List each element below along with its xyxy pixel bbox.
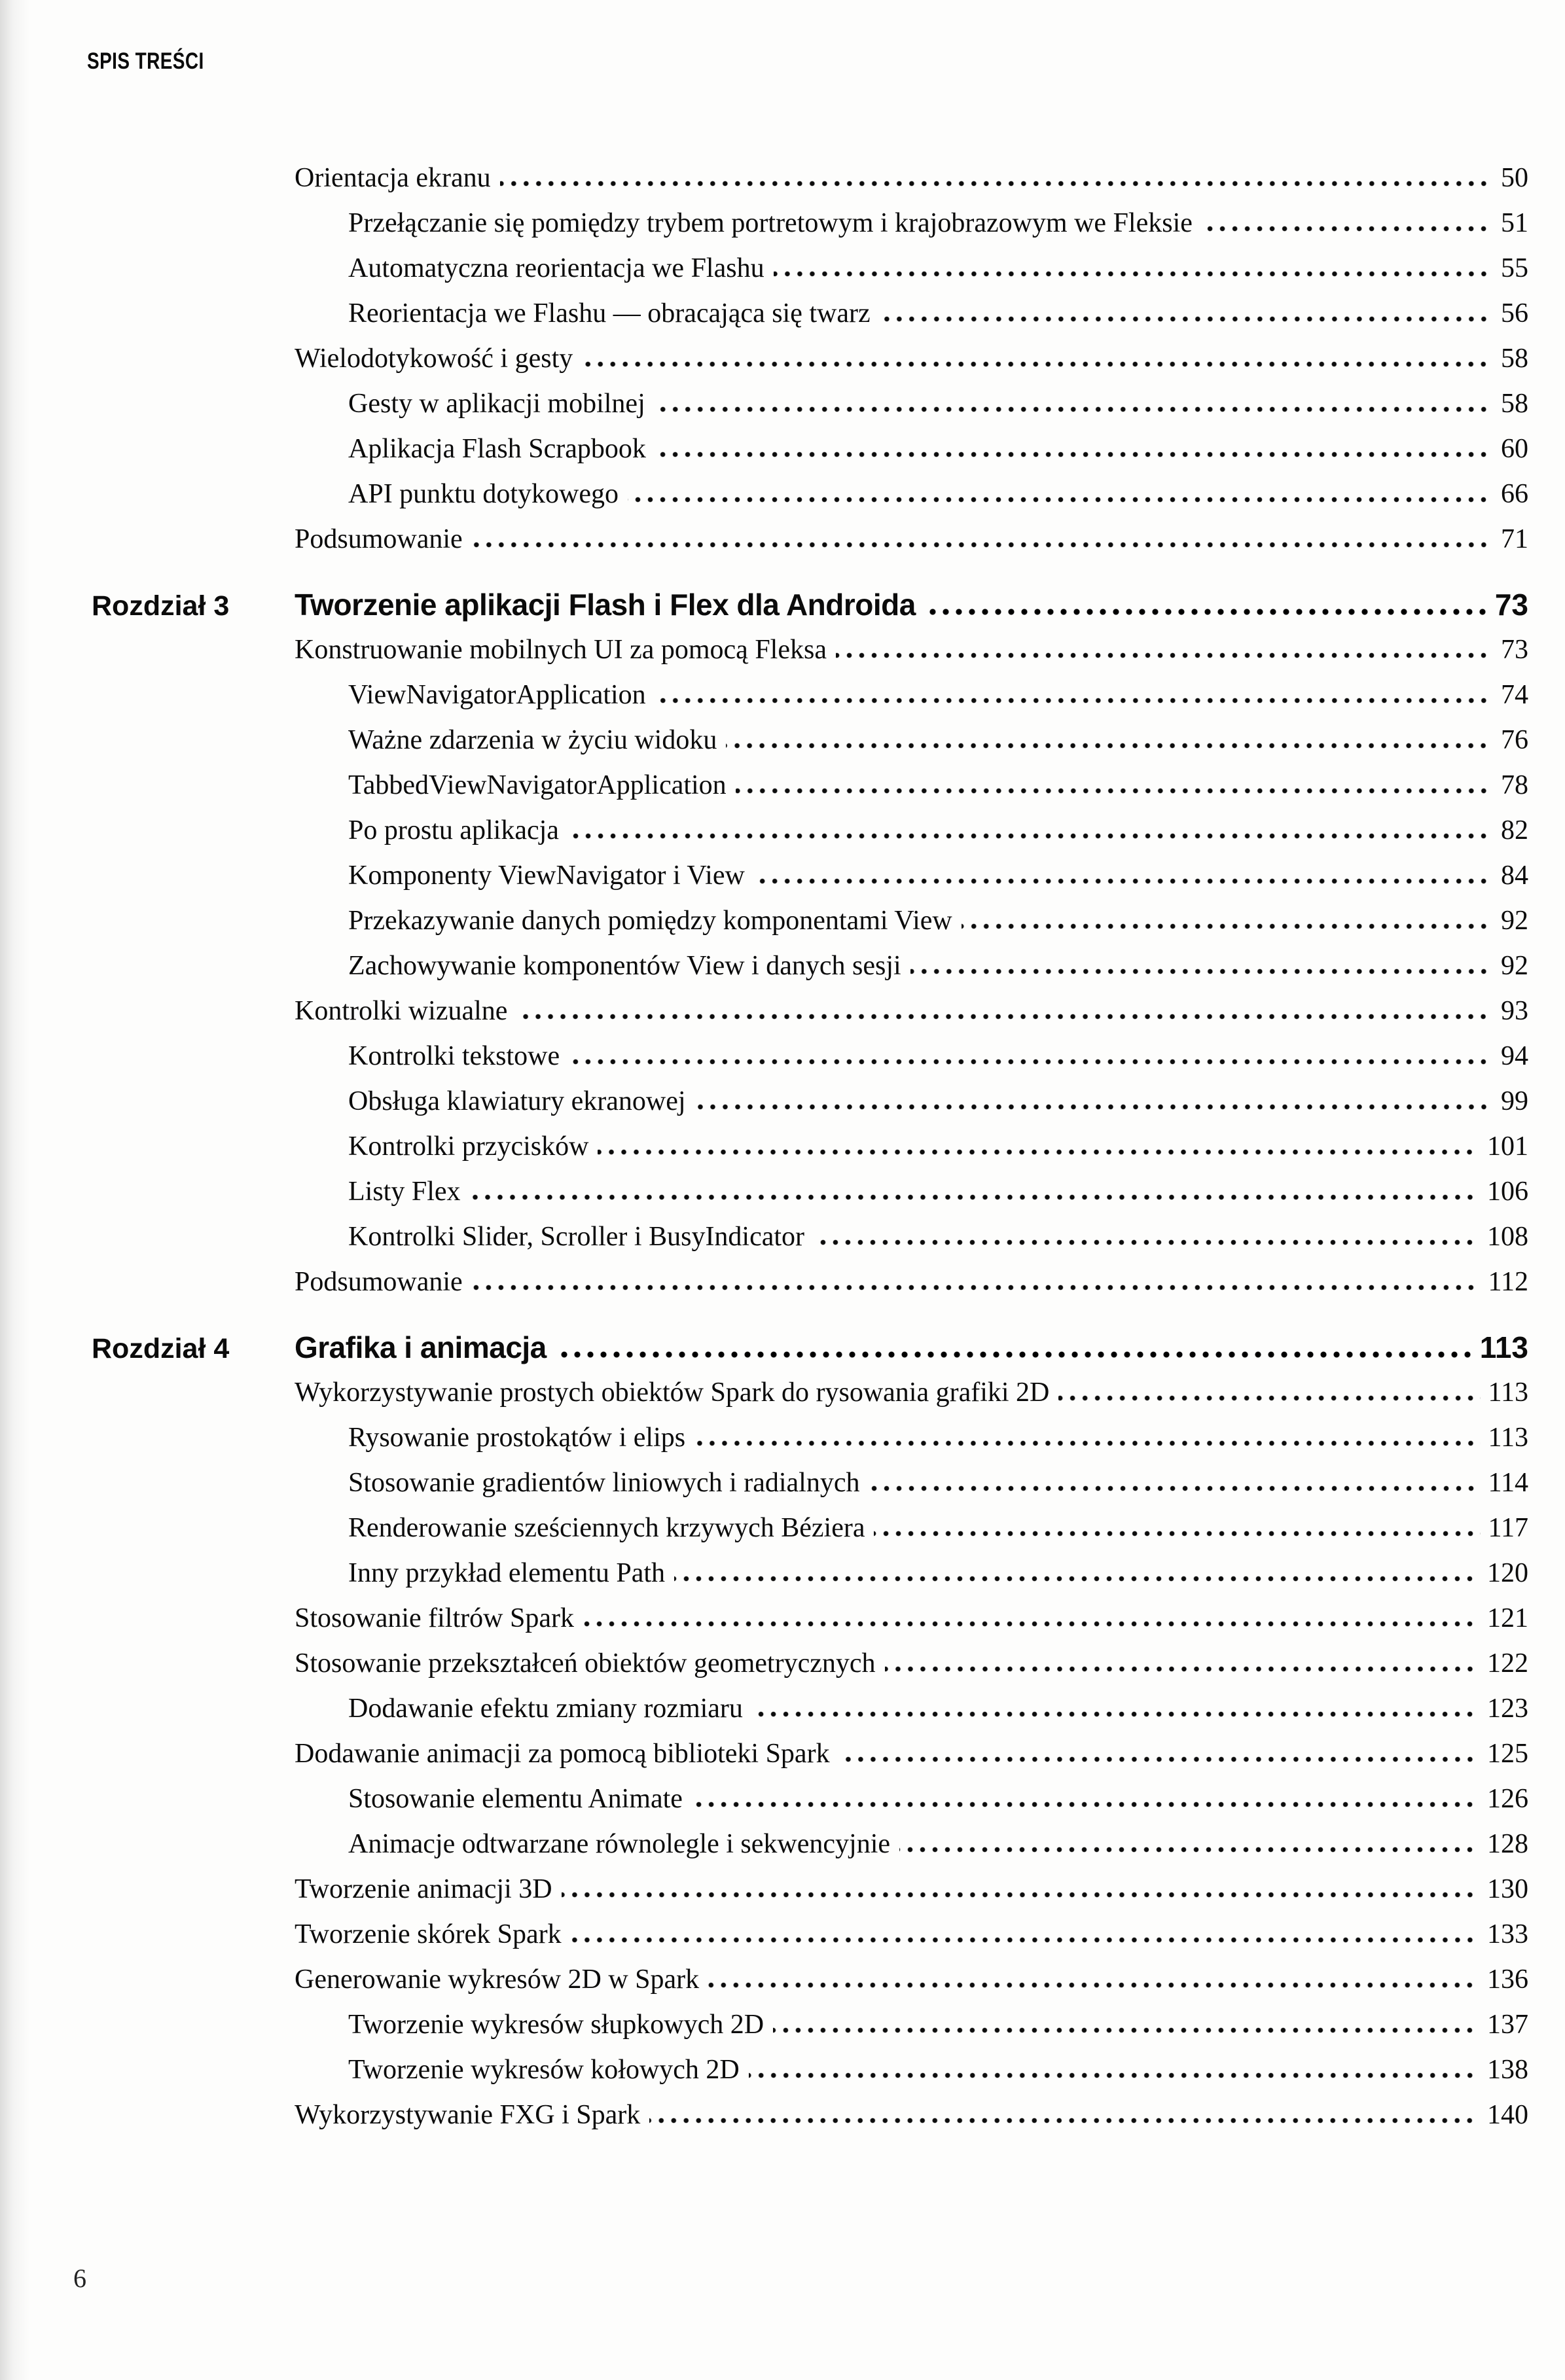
entry-page-number: 140	[1487, 2100, 1528, 2130]
entry-page-number: 112	[1488, 1267, 1528, 1297]
toc-entry	[295, 1867, 1528, 1912]
toc-entry	[295, 517, 1528, 562]
entry-page-number: 94	[1501, 1041, 1528, 1071]
entry-title: Obsługa klawiatury ekranowej	[348, 1086, 686, 1116]
dot-leader	[655, 698, 1493, 703]
dot-leader	[582, 361, 1493, 367]
entry-page-number: 99	[1501, 1086, 1528, 1116]
dot-leader	[674, 1576, 1479, 1582]
entry-page-number: 120	[1487, 1558, 1528, 1588]
entry-title: Generowanie wykresów 2D w Spark	[295, 1964, 700, 1995]
dot-leader	[569, 1059, 1493, 1065]
entry-title: Tworzenie skórek Spark	[295, 1919, 562, 1949]
entry-page-number: 128	[1487, 1829, 1528, 1859]
chapter-page-number: 73	[1494, 588, 1528, 622]
toc-entry	[348, 1034, 1528, 1079]
dot-leader	[568, 833, 1493, 839]
entry-title: Stosowanie filtrów Spark	[295, 1603, 574, 1633]
toc-entry	[348, 1169, 1528, 1215]
dot-leader	[925, 609, 1492, 615]
entry-title: Kontrolki przycisków	[348, 1131, 589, 1162]
entry-title: Tworzenie wykresów słupkowych 2D	[348, 2010, 765, 2040]
dot-leader	[472, 542, 1493, 548]
entry-title: Listy Flex	[348, 1177, 461, 1207]
toc-entry	[295, 1912, 1528, 1957]
entry-title: Automatyczna reorientacja we Flashu	[348, 253, 765, 283]
chapter-label: Rozdział 4	[92, 1333, 230, 1364]
entry-page-number: 58	[1501, 389, 1528, 419]
entry-page-number: 138	[1487, 2055, 1528, 2085]
toc-entry	[348, 1215, 1528, 1260]
entry-page-number: 73	[1501, 635, 1528, 665]
dot-leader	[774, 271, 1493, 277]
toc-entry	[295, 989, 1528, 1034]
entry-page-number: 125	[1487, 1739, 1528, 1769]
page-header: SPIS TREŚCI	[87, 48, 204, 74]
entry-title: Gesty w aplikacji mobilnej	[348, 389, 645, 419]
toc-entry	[348, 808, 1528, 853]
entry-page-number: 55	[1501, 253, 1528, 283]
toc-chapter-row	[92, 1325, 1528, 1370]
chapter-label: Rozdział 3	[92, 590, 230, 622]
toc-entry	[348, 898, 1528, 944]
dot-leader	[649, 2118, 1479, 2123]
entry-title: Kontrolki tekstowe	[348, 1041, 560, 1071]
entry-page-number: 84	[1501, 861, 1528, 891]
entry-title: Stosowanie gradientów liniowych i radialnych	[348, 1468, 860, 1498]
entry-page-number: 122	[1487, 1648, 1528, 1678]
entry-page-number: 78	[1501, 770, 1528, 800]
entry-title: Przełączanie się pomiędzy trybem portretowym i krajobrazowym we Fleksie	[348, 208, 1193, 238]
entry-page-number: 50	[1501, 163, 1528, 193]
toc-entry	[348, 1686, 1528, 1732]
toc-entry	[348, 763, 1528, 808]
dot-leader	[516, 1014, 1493, 1020]
entry-title: API punktu dotykowego	[348, 479, 619, 509]
toc-entry	[295, 628, 1528, 673]
entry-title: Animacje odtwarzane równolegle i sekwencyjnie	[348, 1829, 891, 1859]
dot-leader	[556, 1351, 1477, 1358]
toc-entry	[348, 673, 1528, 718]
entry-page-number: 113	[1488, 1377, 1528, 1408]
entry-title: Kontrolki wizualne	[295, 996, 508, 1026]
dot-leader	[869, 1485, 1481, 1491]
entry-title: Tworzenie wykresów kołowych 2D	[348, 2055, 740, 2085]
entry-page-number: 133	[1487, 1919, 1528, 1949]
chapter-page-number: 113	[1479, 1330, 1528, 1364]
dot-leader	[500, 181, 1493, 186]
entry-title: Przekazywanie danych pomiędzy komponentami View	[348, 906, 952, 936]
entry-title: Wykorzystywanie prostych obiektów Spark do rysowania grafiki 2D	[295, 1377, 1050, 1408]
entry-title: Konstruowanie mobilnych UI za pomocą Fleksa	[295, 635, 827, 665]
dot-leader	[814, 1239, 1479, 1245]
dot-leader	[598, 1149, 1479, 1155]
toc-entry	[348, 201, 1528, 246]
dot-leader	[749, 2072, 1479, 2078]
entry-page-number: 137	[1487, 2010, 1528, 2040]
dot-leader	[571, 1937, 1479, 1943]
dot-leader	[470, 1194, 1479, 1200]
toc-entry	[348, 853, 1528, 898]
toc-entry	[348, 1415, 1528, 1461]
toc-entry	[295, 1370, 1528, 1415]
toc-entry	[348, 718, 1528, 763]
dot-leader	[910, 968, 1493, 974]
entry-title: Rysowanie prostokątów i elips	[348, 1423, 686, 1453]
toc-entry	[348, 2002, 1528, 2048]
entry-title: Zachowywanie komponentów View i danych sesji	[348, 951, 901, 981]
entry-page-number: 60	[1501, 434, 1528, 464]
entry-page-number: 113	[1488, 1423, 1528, 1453]
dot-leader	[836, 652, 1493, 658]
entry-title: TabbedViewNavigatorApplication	[348, 770, 727, 800]
entry-page-number: 92	[1501, 951, 1528, 981]
toc-entry	[348, 291, 1528, 336]
toc-entry	[348, 944, 1528, 989]
entry-page-number: 51	[1501, 208, 1528, 238]
entry-title: Stosowanie przekształceń obiektów geometrycznych	[295, 1648, 876, 1678]
toc-entry	[348, 246, 1528, 291]
entry-title: Dodawanie animacji za pomocą biblioteki Spark	[295, 1739, 830, 1769]
entry-page-number: 126	[1487, 1784, 1528, 1814]
toc-entry	[348, 1551, 1528, 1596]
entry-page-number: 71	[1501, 524, 1528, 554]
toc-entry	[348, 2048, 1528, 2093]
chapter-title: Tworzenie aplikacji Flash i Flex dla Androida	[295, 588, 916, 622]
entry-page-number: 117	[1488, 1513, 1528, 1543]
toc-chapter-row	[92, 582, 1528, 628]
dot-leader	[692, 1802, 1479, 1807]
entry-page-number: 76	[1501, 725, 1528, 755]
toc-entry	[348, 472, 1528, 517]
entry-page-number: 74	[1501, 680, 1528, 710]
dot-leader	[962, 923, 1493, 929]
dot-leader	[583, 1621, 1479, 1627]
entry-title: Wykorzystywanie FXG i Spark	[295, 2100, 641, 2130]
entry-page-number: 92	[1501, 906, 1528, 936]
entry-title: Ważne zdarzenia w życiu widoku	[348, 725, 717, 755]
entry-title: ViewNavigatorApplication	[348, 680, 646, 710]
toc-entry	[295, 1957, 1528, 2002]
toc-entry	[295, 336, 1528, 382]
entry-title: Podsumowanie	[295, 524, 463, 554]
dot-leader	[694, 1440, 1480, 1446]
entry-page-number: 123	[1487, 1694, 1528, 1724]
entry-page-number: 106	[1487, 1177, 1528, 1207]
entry-page-number: 82	[1501, 815, 1528, 845]
toc-entry	[348, 1822, 1528, 1867]
dot-leader	[655, 406, 1493, 412]
dot-leader	[839, 1756, 1479, 1762]
dot-leader	[695, 1104, 1493, 1110]
entry-title: Dodawanie efektu zmiany rozmiaru	[348, 1694, 743, 1724]
entry-page-number: 130	[1487, 1874, 1528, 1904]
dot-leader	[562, 1892, 1479, 1898]
toc-entry	[348, 1506, 1528, 1551]
page-number: 6	[73, 2264, 86, 2293]
toc-entry	[348, 427, 1528, 472]
toc-entry	[348, 1777, 1528, 1822]
entry-title: Wielodotykowość i gesty	[295, 344, 573, 374]
toc-entry	[295, 2093, 1528, 2138]
dot-leader	[880, 316, 1493, 322]
entry-page-number: 136	[1487, 1964, 1528, 1995]
entry-title: Komponenty ViewNavigator i View	[348, 861, 745, 891]
entry-title: Renderowanie sześciennych krzywych Béziera	[348, 1513, 865, 1543]
dot-leader	[472, 1285, 1481, 1290]
toc-entry	[348, 1124, 1528, 1169]
entry-title: Inny przykład elementu Path	[348, 1558, 666, 1588]
dot-leader	[754, 878, 1493, 884]
dot-leader	[726, 743, 1493, 749]
toc-entry	[295, 1260, 1528, 1305]
dot-leader	[708, 1982, 1479, 1988]
entry-title: Tworzenie animacji 3D	[295, 1874, 552, 1904]
toc-entry	[295, 156, 1528, 201]
dot-leader	[885, 1666, 1479, 1672]
toc-entry	[295, 1596, 1528, 1641]
toc-entry	[348, 382, 1528, 427]
dot-leader	[1058, 1395, 1480, 1401]
dot-leader	[874, 1531, 1480, 1536]
entry-title: Stosowanie elementu Animate	[348, 1784, 683, 1814]
toc-entry	[295, 1641, 1528, 1686]
entry-title: Reorientacja we Flashu — obracająca się twarz	[348, 298, 871, 329]
entry-title: Orientacja ekranu	[295, 163, 491, 193]
chapter-title: Grafika i animacja	[295, 1330, 547, 1364]
dot-leader	[1202, 226, 1493, 232]
dot-leader	[655, 452, 1493, 457]
table-of-contents	[92, 156, 1528, 2138]
entry-title: Aplikacja Flash Scrapbook	[348, 434, 646, 464]
entry-page-number: 108	[1487, 1222, 1528, 1252]
entry-page-number: 58	[1501, 344, 1528, 374]
dot-leader	[773, 2027, 1479, 2033]
entry-page-number: 93	[1501, 996, 1528, 1026]
toc-entry	[295, 1732, 1528, 1777]
dot-leader	[752, 1711, 1479, 1717]
entry-page-number: 56	[1501, 298, 1528, 329]
entry-title: Podsumowanie	[295, 1267, 463, 1297]
entry-page-number: 114	[1488, 1468, 1528, 1498]
toc-entry	[348, 1079, 1528, 1124]
dot-leader	[736, 788, 1493, 794]
toc-entry	[348, 1461, 1528, 1506]
dot-leader	[628, 497, 1493, 503]
entry-page-number: 66	[1501, 479, 1528, 509]
entry-page-number: 121	[1487, 1603, 1528, 1633]
entry-title: Po prostu aplikacja	[348, 815, 559, 845]
entry-page-number: 101	[1487, 1131, 1528, 1162]
dot-leader	[899, 1847, 1479, 1853]
entry-title: Kontrolki Slider, Scroller i BusyIndicator	[348, 1222, 805, 1252]
